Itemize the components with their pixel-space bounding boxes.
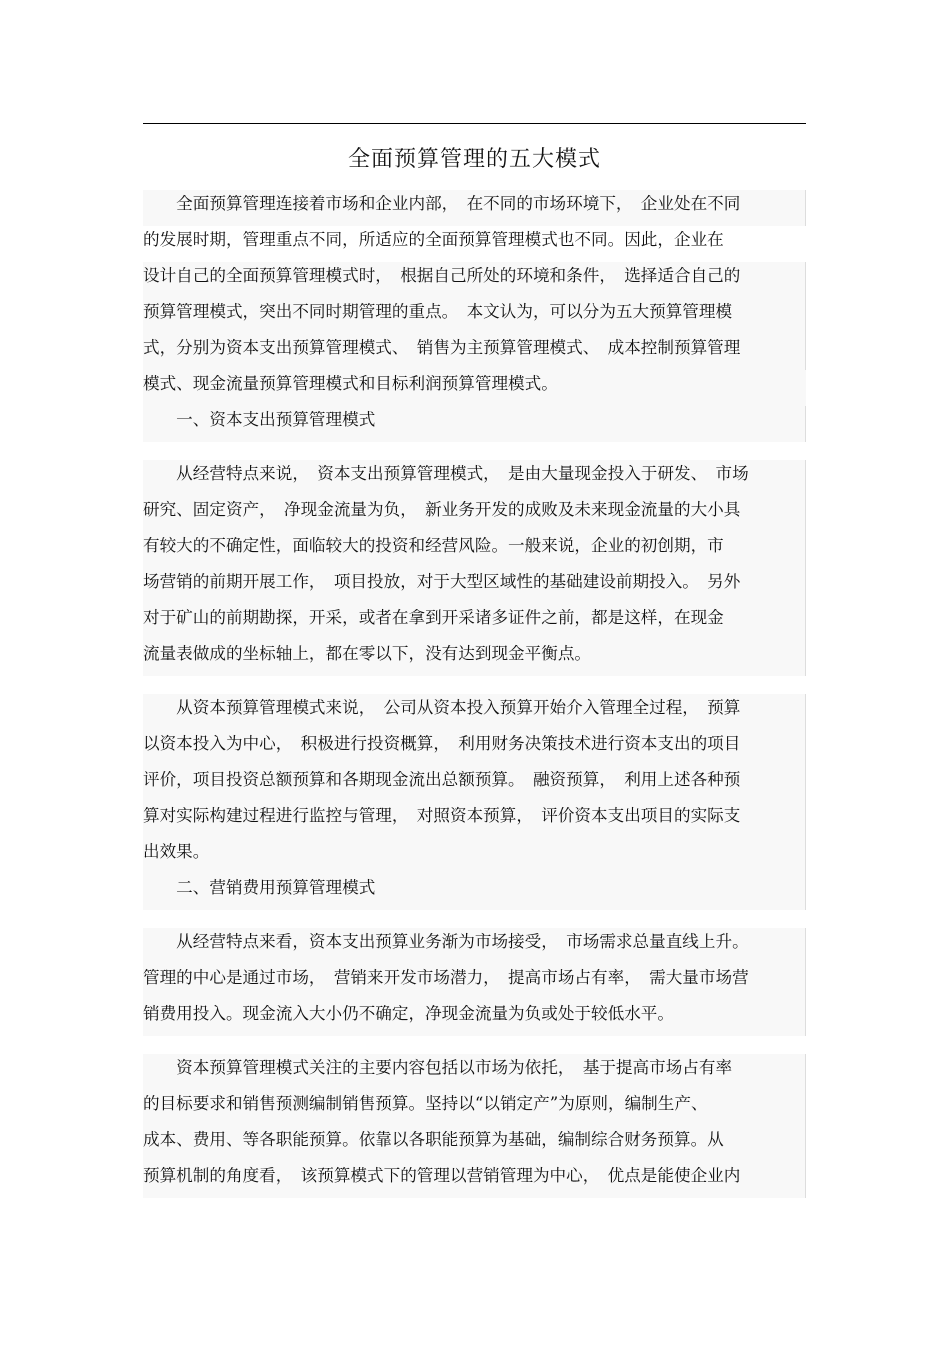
text-line: 对于矿山的前期勘探，开采，或者在拿到开采诸多证件之前，都是这样，在现金 [143, 604, 806, 640]
text-line: 的发展时期，管理重点不同，所适应的全面预算管理模式也不同。因此，企业在 [143, 230, 724, 249]
text-line: 评价，项目投资总额预算和各期现金流出总额预算。 融资预算， 利用上述各种预 [143, 766, 806, 802]
text-line: 研究、固定资产， 净现金流量为负， 新业务开发的成败及未来现金流量的大小具 [143, 496, 806, 532]
text-line: 式，分别为资本支出预算管理模式、 销售为主预算管理模式、 成本控制预算管理 [143, 334, 806, 370]
text-line: 模式、现金流量预算管理模式和目标利润预算管理模式。 [143, 370, 806, 406]
text-line: 资本预算管理模式关注的主要内容包括以市场为依托， 基于提高市场占有率 [143, 1054, 806, 1090]
text-line: 预算机制的角度看， 该预算模式下的管理以营销管理为中心， 优点是能使企业内 [143, 1162, 806, 1198]
paragraph-gap [143, 676, 806, 694]
section-heading: 二、营销费用预算管理模式 [143, 874, 806, 910]
text-line: 从经营特点来看，资本支出预算业务渐为市场接受， 市场需求总量直线上升。 [143, 928, 806, 964]
document-title: 全面预算管理的五大模式 [347, 147, 601, 172]
text-line: 流量表做成的坐标轴上，都在零以下，没有达到现金平衡点。 [143, 640, 806, 676]
text-line: 管理的中心是通过市场， 营销来开发市场潜力， 提高市场占有率， 需大量市场营 [143, 964, 806, 1000]
text-line: 有较大的不确定性，面临较大的投资和经营风险。一般来说，企业的初创期，市 [143, 532, 806, 568]
paragraph-gap [143, 442, 806, 460]
text-line: 从资本预算管理模式来说， 公司从资本投入预算开始介入管理全过程， 预算 [143, 694, 806, 730]
document-body [143, 190, 806, 1198]
text-line: 算对实际构建过程进行监控与管理， 对照资本预算， 评价资本支出项目的实际支 [143, 802, 806, 838]
section-heading: 一、资本支出预算管理模式 [143, 406, 806, 442]
text-line: 的目标要求和销售预测编制销售预算。坚持以“以销定产”为原则，编制生产、 [143, 1090, 806, 1126]
text-line: 从经营特点来说， 资本支出预算管理模式， 是由大量现金投入于研发、 市场 [143, 460, 806, 496]
text-line: 预算管理模式，突出不同时期管理的重点。 本文认为，可以分为五大预算管理模 [143, 298, 806, 334]
paragraph-gap [143, 1036, 806, 1054]
paragraph-gap [143, 910, 806, 928]
text-line: 设计自己的全面预算管理模式时， 根据自己所处的环境和条件， 选择适合自己的 [143, 262, 806, 298]
text-line: 出效果。 [143, 838, 806, 874]
header-rule [143, 123, 806, 124]
text-line: 以资本投入为中心， 积极进行投资概算， 利用财务决策技术进行资本支出的项目 [143, 730, 806, 766]
text-line: 成本、费用、等各职能预算。依靠以各职能预算为基础，编制综合财务预算。从 [143, 1126, 806, 1162]
text-line: 销费用投入。现金流入大小仍不确定，净现金流量为负或处于较低水平。 [143, 1000, 806, 1036]
text-line: 全面预算管理连接着市场和企业内部， 在不同的市场环境下， 企业处在不同 [143, 190, 806, 226]
text-line: 场营销的前期开展工作， 项目投放，对于大型区域性的基础建设前期投入。 另外 [143, 568, 806, 604]
